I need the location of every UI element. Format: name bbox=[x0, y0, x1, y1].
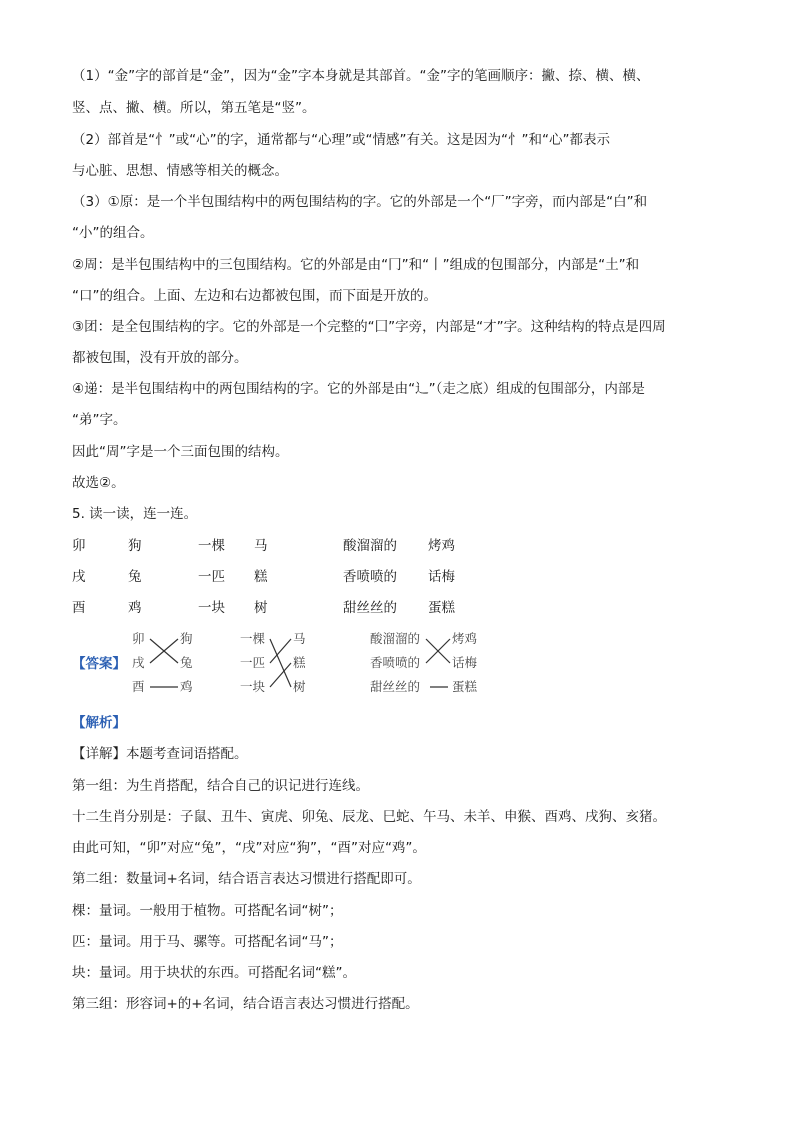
detail-line: 十二生肖分别是：子鼠、丑牛、寅虎、卯兔、辰龙、巳蛇、午马、未羊、申猴、酉鸡、戌狗、亥猪。 bbox=[72, 809, 666, 825]
answer-item: 一块 bbox=[240, 679, 266, 694]
detail-line: 第二组：数量词+名词，结合语言表达习惯进行搭配即可。 bbox=[72, 871, 421, 887]
text-line: 都被包围，没有开放的部分。 bbox=[72, 350, 248, 366]
detail-line: 棵：量词。一般用于植物。可搭配名词“树”； bbox=[72, 903, 343, 919]
text-line: （3）①原：是一个半包围结构中的两包围结构的字。它的外部是一个“厂”字旁，而内部是“白”和 bbox=[72, 194, 648, 210]
text-line: 与心脏、思想、情感等相关的概念。 bbox=[72, 163, 288, 179]
grid-cell: 兔 bbox=[128, 569, 142, 585]
detail-line: 由此可知，“卯”对应“兔”，“戌”对应“狗”，“酉”对应“鸡”。 bbox=[72, 840, 426, 856]
text-line: “小”的组合。 bbox=[72, 225, 154, 241]
connector-line bbox=[270, 663, 291, 687]
answer-item: 一匹 bbox=[240, 655, 266, 670]
detail-line: 匹：量词。用于马、骡等。可搭配名词“马”； bbox=[72, 934, 343, 950]
analysis-label: 【解析】 bbox=[72, 715, 126, 731]
connector-line bbox=[426, 639, 450, 663]
connector-line bbox=[150, 639, 178, 663]
answer-item: 树 bbox=[293, 679, 306, 694]
grid-cell: 一匹 bbox=[198, 569, 225, 585]
grid-cell: 香喷喷的 bbox=[343, 569, 397, 585]
answer-item: 戌 bbox=[132, 655, 145, 670]
answer-item: 酉 bbox=[132, 679, 145, 694]
answer-label: 【答案】 bbox=[72, 656, 126, 672]
grid-cell: 一棵 bbox=[198, 538, 225, 554]
text-line: ③团：是全包围结构的字。它的外部是一个完整的“囗”字旁，内部是“才”字。这种结构的特点是四周 bbox=[72, 319, 666, 335]
grid-cell: 鸡 bbox=[128, 600, 142, 616]
grid-cell: 糕 bbox=[254, 569, 268, 585]
grid-cell: 蛋糕 bbox=[428, 600, 455, 616]
detail-line: 第三组：形容词+的+名词，结合语言表达习惯进行搭配。 bbox=[72, 996, 419, 1012]
grid-cell: 烤鸡 bbox=[428, 538, 455, 554]
grid-cell: 狗 bbox=[128, 538, 142, 554]
text-line: “口”的组合。上面、左边和右边都被包围，而下面是开放的。 bbox=[72, 288, 437, 304]
grid-cell: 酉 bbox=[72, 600, 86, 616]
text-line: ④递：是半包围结构中的两包围结构的字。它的外部是由“辶”（走之底）组成的包围部分，内部是 bbox=[72, 381, 645, 397]
answer-item: 一棵 bbox=[240, 631, 266, 646]
grid-cell: 甜丝丝的 bbox=[343, 600, 397, 616]
text-line: （1）“金”字的部首是“金”，因为“金”字本身就是其部首。“金”字的笔画顺序：撇、捺、横、横、 bbox=[72, 68, 650, 84]
text-line: ②周：是半包围结构中的三包围结构。它的外部是由“冂”和“丨”组成的包围部分，内部是“土”和 bbox=[72, 257, 640, 273]
answer-item: 糕 bbox=[293, 655, 306, 670]
connector-line bbox=[270, 639, 291, 663]
answer-item: 酸溜溜的 bbox=[370, 631, 421, 646]
detail-line: 【详解】本题考查词语搭配。 bbox=[72, 746, 248, 762]
answer-item: 马 bbox=[293, 631, 306, 646]
answer-item: 蛋糕 bbox=[452, 679, 478, 694]
grid-cell: 话梅 bbox=[428, 569, 455, 585]
question-title: 5. 读一读，连一连。 bbox=[72, 506, 198, 522]
text-line: 故选②。 bbox=[72, 475, 125, 491]
text-line: 竖、点、撇、横。所以，第五笔是“竖”。 bbox=[72, 100, 316, 116]
answer-item: 兔 bbox=[180, 655, 193, 670]
detail-line: 第一组：为生肖搭配，结合自己的识记进行连线。 bbox=[72, 778, 369, 794]
connector-line bbox=[150, 639, 178, 663]
connector-line bbox=[270, 639, 291, 687]
answer-item: 烤鸡 bbox=[452, 631, 478, 646]
answer-item: 鸡 bbox=[180, 679, 193, 694]
grid-cell: 卯 bbox=[72, 538, 86, 554]
answer-item: 香喷喷的 bbox=[370, 655, 421, 670]
text-line: （2）部首是“忄”或“心”的字，通常都与“心理”或“情感”有关。这是因为“忄”和“心”都表示 bbox=[72, 132, 611, 148]
answer-item: 卯 bbox=[132, 631, 145, 646]
answer-item: 狗 bbox=[180, 631, 193, 646]
answer-item: 话梅 bbox=[452, 655, 478, 670]
grid-cell: 马 bbox=[254, 538, 268, 554]
answer-item: 甜丝丝的 bbox=[370, 679, 421, 694]
grid-cell: 树 bbox=[254, 600, 268, 616]
grid-cell: 戌 bbox=[72, 569, 86, 585]
detail-line: 块：量词。用于块状的东西。可搭配名词“糕”。 bbox=[72, 965, 356, 981]
text-line: “弟”字。 bbox=[72, 412, 127, 428]
grid-cell: 酸溜溜的 bbox=[343, 538, 397, 554]
text-line: 因此“周”字是一个三面包围的结构。 bbox=[72, 444, 289, 460]
connector-line bbox=[426, 639, 450, 663]
grid-cell: 一块 bbox=[198, 600, 225, 616]
